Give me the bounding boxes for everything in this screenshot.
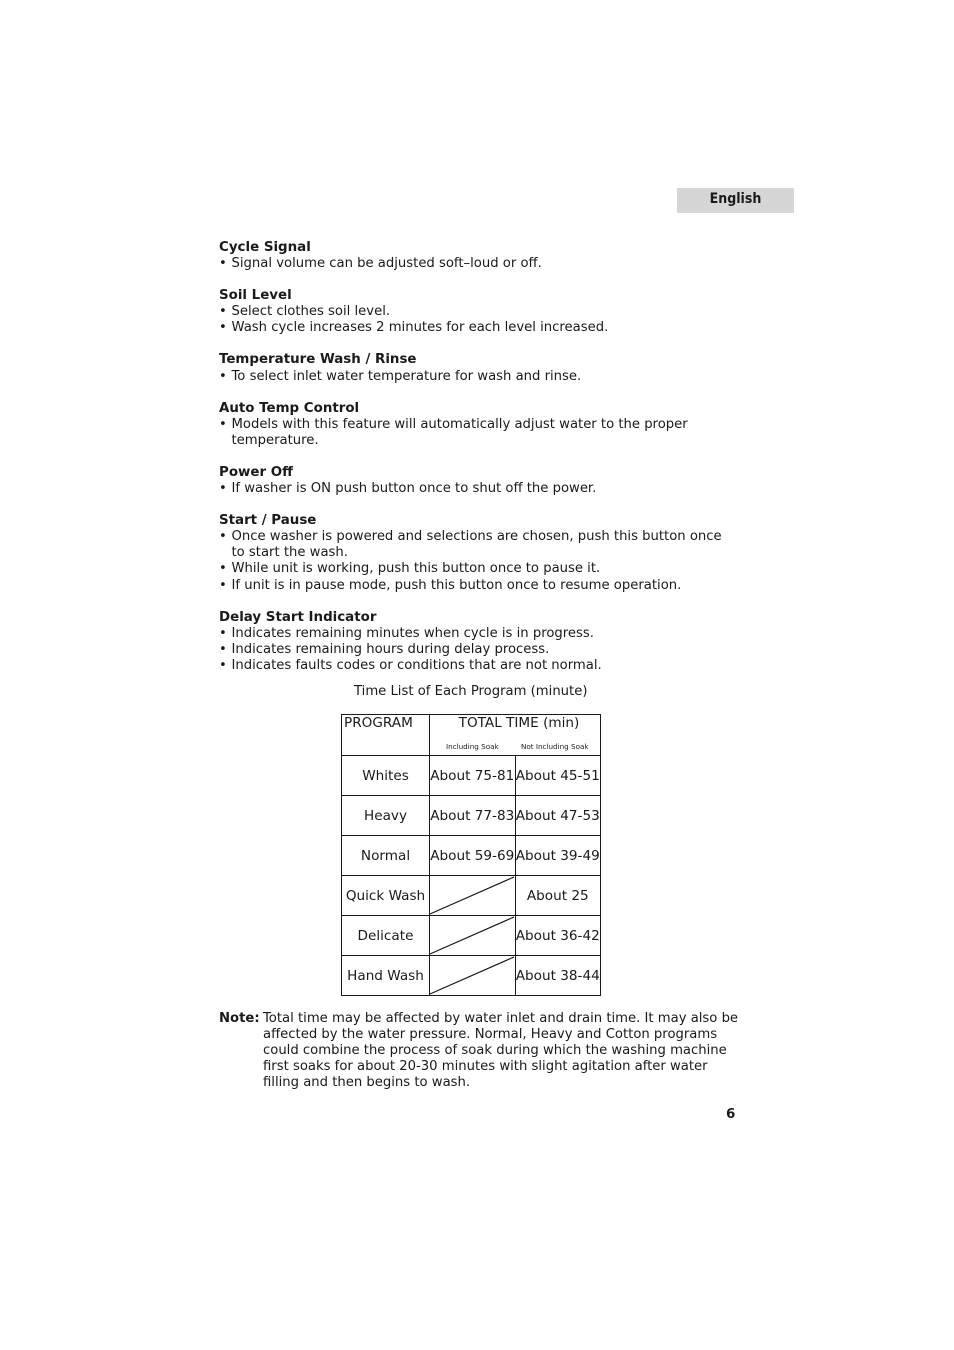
program-name: Whites — [342, 756, 430, 796]
time-not-including-soak: About 38-44 — [515, 956, 601, 996]
table-row — [342, 876, 601, 916]
bullet-item: • Models with this feature will automatically adjust water to the proper temperature. — [219, 416, 688, 448]
time-not-including-soak: About 25 — [515, 876, 601, 916]
bullet-item: • Wash cycle increases 2 minutes for each level increased. — [219, 320, 609, 336]
page-number: 6 — [726, 1107, 736, 1122]
bullet-item: • To select inlet water temperature for wash and rinse. — [219, 368, 582, 384]
bullet-item: • If washer is ON push button once to shut off the power. — [219, 481, 597, 497]
header-program: PROGRAM — [342, 715, 430, 756]
section-heading: Auto Temp Control — [219, 400, 360, 416]
time-not-including-soak: About 39-49 — [515, 836, 601, 876]
time-not-including-soak: About 36-42 — [515, 916, 601, 956]
bullet-item: • Signal volume can be adjusted soft–loud or off. — [219, 256, 542, 272]
section-heading: Power Off — [219, 464, 293, 480]
feature-descriptions — [219, 240, 739, 690]
section-temperature — [219, 352, 739, 384]
time-including-soak: About 59-69 — [430, 836, 516, 876]
bullet-item: • Indicates remaining minutes when cycle is in progress. — [219, 625, 594, 641]
not-applicable-cell — [430, 876, 516, 916]
section-heading: Start / Pause — [219, 513, 317, 529]
bullet-item: • Indicates faults codes or conditions that are not normal. — [219, 657, 602, 673]
note-block — [219, 1011, 739, 1091]
section-soil-level — [219, 288, 739, 336]
table-row — [342, 796, 601, 836]
section-delay-start — [219, 610, 739, 674]
section-cycle-signal — [219, 240, 739, 272]
not-applicable-cell — [430, 956, 516, 996]
table-row — [342, 956, 601, 996]
bullet-item: • Once washer is powered and selections are chosen, push this button once to start the wash. — [219, 529, 722, 561]
table-row — [342, 916, 601, 956]
subheader-not-including-soak: Not Including Soak — [521, 742, 589, 751]
program-name: Quick Wash — [342, 876, 430, 916]
program-name: Heavy — [342, 796, 430, 836]
program-name: Normal — [342, 836, 430, 876]
note-label: Note: — [219, 1011, 260, 1026]
bullet-item: • Indicates remaining hours during delay process. — [219, 641, 550, 657]
time-not-including-soak: About 45-51 — [515, 756, 601, 796]
diagonal-slash-icon — [430, 916, 514, 955]
table-caption: Time List of Each Program (minute) — [354, 684, 588, 699]
section-heading: Cycle Signal — [219, 240, 311, 255]
header-total-time — [430, 715, 601, 756]
program-name: Hand Wash — [342, 956, 430, 996]
not-applicable-cell — [430, 916, 516, 956]
program-name: Delicate — [342, 916, 430, 956]
section-power-off — [219, 465, 739, 497]
table-header-row — [342, 715, 601, 756]
program-time-table — [341, 714, 601, 996]
diagonal-slash-icon — [430, 876, 514, 915]
time-including-soak: About 75-81 — [430, 756, 516, 796]
section-heading: Delay Start Indicator — [219, 609, 377, 625]
section-heading: Soil Level — [219, 288, 292, 304]
table-row — [342, 756, 601, 796]
time-including-soak: About 77-83 — [430, 796, 516, 836]
section-heading: Temperature Wash / Rinse — [219, 352, 417, 368]
bullet-item: • While unit is working, push this button once to pause it. — [219, 561, 601, 577]
subheader-including-soak: Including Soak — [446, 742, 499, 751]
note-text: Total time may be affected by water inlet and drain time. It may also be affected by the water pressure. Normal, Heavy and Cotton programs could combine the process of soak during which the washing machine first soaks for about 20-30 minutes with slight agitation after water filling and then begins to wash. — [263, 1011, 739, 1091]
bullet-item: • Select clothes soil level. — [219, 304, 391, 320]
section-start-pause — [219, 513, 739, 593]
section-auto-temp — [219, 401, 739, 449]
header-total-title: TOTAL TIME (min) — [458, 715, 580, 731]
table-row — [342, 836, 601, 876]
bullet-item: • If unit is in pause mode, push this button once to resume operation. — [219, 577, 682, 593]
diagonal-slash-icon — [430, 956, 514, 995]
time-not-including-soak: About 47-53 — [515, 796, 601, 836]
language-tab: English — [677, 188, 794, 213]
